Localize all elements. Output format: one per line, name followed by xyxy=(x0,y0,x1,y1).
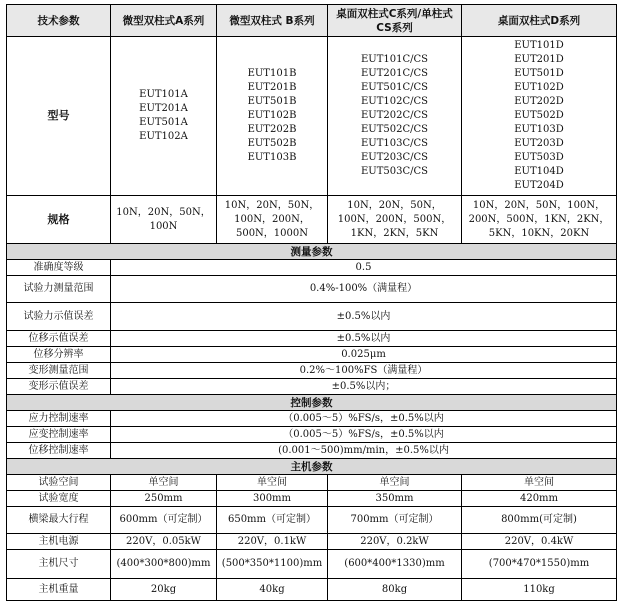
row-value-d: 110kg xyxy=(462,579,617,601)
header-series-b: 微型双柱式 B系列 xyxy=(217,5,328,37)
model-list-d xyxy=(462,37,617,196)
table-row xyxy=(7,331,617,347)
model-item: EUT103B xyxy=(247,152,297,163)
table-row xyxy=(7,347,617,363)
row-value-d: 220V，0.4kW xyxy=(462,534,617,550)
row-value: 0.4%-100%（满量程） xyxy=(111,276,617,303)
model-list-b xyxy=(217,37,328,196)
table-row xyxy=(7,411,617,427)
row-value: (0.001～500)mm/min，±0.5%以内 xyxy=(111,443,617,459)
table-row xyxy=(7,534,617,550)
row-label: 试验力测量范围 xyxy=(7,276,111,303)
table-row xyxy=(7,491,617,507)
model-item: EUT103C/CS xyxy=(360,138,428,149)
row-label: 应力控制速率 xyxy=(7,411,111,427)
table-row xyxy=(7,550,617,579)
row-value: （0.005～5）%FS/s，±0.5%以内 xyxy=(111,427,617,443)
model-item: EUT102D xyxy=(514,82,564,93)
section-host-title: 主机参数 xyxy=(7,459,617,475)
model-item: EUT202D xyxy=(514,96,564,107)
model-item: EUT503C/CS xyxy=(360,166,428,177)
model-item: EUT201C/CS xyxy=(360,68,428,79)
table-row xyxy=(7,443,617,459)
model-item: EUT202C/CS xyxy=(360,110,428,121)
row-value-b: 220V，0.1kW xyxy=(217,534,328,550)
model-item: EUT502D xyxy=(514,110,564,121)
model-item: EUT102C/CS xyxy=(360,96,428,107)
row-value-b: 650mm（可定制） xyxy=(217,507,328,534)
row-label: 试验力示值误差 xyxy=(7,303,111,331)
row-value: ±0.5%以内 xyxy=(111,331,617,347)
row-value-d: 420mm xyxy=(462,491,617,507)
row-value: ±0.5%以内 xyxy=(111,303,617,331)
row-label: 变形示值误差 xyxy=(7,379,111,395)
row-value-a: 250mm xyxy=(111,491,217,507)
row-label: 主机重量 xyxy=(7,579,111,601)
model-item: EUT101B xyxy=(247,68,297,79)
spec-b: 10N，20N，50N，100N，200N，500N，1000N xyxy=(217,196,328,244)
row-label: 变形测量范围 xyxy=(7,363,111,379)
table-row xyxy=(7,276,617,303)
row-value-d: 单空间 xyxy=(462,475,617,491)
row-value-d: 800mm(可定制) xyxy=(462,507,617,534)
row-label: 位移分辨率 xyxy=(7,347,111,363)
model-item: EUT201D xyxy=(514,54,564,65)
row-value-a: 单空间 xyxy=(111,475,217,491)
row-value-b: 单空间 xyxy=(217,475,328,491)
model-item: EUT203C/CS xyxy=(360,152,428,163)
section-measure xyxy=(7,244,617,260)
row-value-c: 单空间 xyxy=(328,475,462,491)
model-item: EUT502B xyxy=(247,138,297,149)
model-item: EUT102A xyxy=(139,131,188,142)
spec-table xyxy=(6,4,617,601)
table-row xyxy=(7,363,617,379)
table-row xyxy=(7,475,617,491)
row-label: 横梁最大行程 xyxy=(7,507,111,534)
spec-row xyxy=(7,196,617,244)
row-value-b: (500*350*1100)mm xyxy=(217,550,328,579)
model-label: 型号 xyxy=(7,37,111,196)
row-value-a: 600mm（可定制） xyxy=(111,507,217,534)
spec-c: 10N，20N，50N，100N，200N，500N，1KN，2KN，5KN xyxy=(328,196,462,244)
model-item: EUT101C/CS xyxy=(360,54,428,65)
row-label: 准确度等级 xyxy=(7,260,111,276)
row-label: 位移控制速率 xyxy=(7,443,111,459)
row-value: 0.5 xyxy=(111,260,617,276)
row-value-a: 20kg xyxy=(111,579,217,601)
model-item: EUT104D xyxy=(514,166,564,177)
model-item: EUT204D xyxy=(514,180,564,191)
row-value-c: 220V，0.2kW xyxy=(328,534,462,550)
table-row xyxy=(7,507,617,534)
row-value: 0.025μm xyxy=(111,347,617,363)
row-value-c: (600*400*1330)mm xyxy=(328,550,462,579)
model-list-a xyxy=(111,37,217,196)
row-value-b: 300mm xyxy=(217,491,328,507)
model-item: EUT101A xyxy=(139,89,188,100)
row-label: 主机尺寸 xyxy=(7,550,111,579)
model-list-c xyxy=(328,37,462,196)
header-series-a: 微型双柱式A系列 xyxy=(111,5,217,37)
section-measure-title: 测量参数 xyxy=(7,244,617,260)
row-value: （0.005～5）%FS/s，±0.5%以内 xyxy=(111,411,617,427)
model-item: EUT201B xyxy=(247,82,297,93)
model-item: EUT203D xyxy=(514,138,564,149)
model-item: EUT102B xyxy=(247,110,297,121)
model-item: EUT501B xyxy=(247,96,297,107)
row-value: 0.2%～100%FS（满量程） xyxy=(111,363,617,379)
table-row xyxy=(7,579,617,601)
model-item: EUT201A xyxy=(139,103,188,114)
row-value-c: 80kg xyxy=(328,579,462,601)
row-value-d: (700*470*1550)mm xyxy=(462,550,617,579)
row-value: ±0.5%以内； xyxy=(111,379,617,395)
spec-a: 10N，20N，50N，100N xyxy=(111,196,217,244)
section-control xyxy=(7,395,617,411)
row-value-b: 40kg xyxy=(217,579,328,601)
row-label: 试验宽度 xyxy=(7,491,111,507)
row-value-c: 350mm xyxy=(328,491,462,507)
header-row xyxy=(7,5,617,37)
model-item: EUT503D xyxy=(514,152,564,163)
table-row xyxy=(7,260,617,276)
spec-label: 规格 xyxy=(7,196,111,244)
model-item: EUT502C/CS xyxy=(360,124,428,135)
section-control-title: 控制参数 xyxy=(7,395,617,411)
section-host xyxy=(7,459,617,475)
row-value-a: (400*300*800)mm xyxy=(111,550,217,579)
spec-d: 10N，20N，50N，100N，200N，500N，1KN，2KN，5KN，10KN，20KN xyxy=(462,196,617,244)
header-tech-params: 技术参数 xyxy=(7,5,111,37)
row-label: 主机电源 xyxy=(7,534,111,550)
model-item: EUT103D xyxy=(514,124,564,135)
model-item: EUT501D xyxy=(514,68,564,79)
row-label: 试验空间 xyxy=(7,475,111,491)
model-item: EUT501A xyxy=(139,117,188,128)
model-item: EUT202B xyxy=(247,124,297,135)
table-row xyxy=(7,427,617,443)
model-item: EUT101D xyxy=(514,40,564,51)
header-series-d: 桌面双柱式D系列 xyxy=(462,5,617,37)
row-label: 应变控制速率 xyxy=(7,427,111,443)
model-row xyxy=(7,37,617,196)
table-row xyxy=(7,379,617,395)
table-row xyxy=(7,303,617,331)
model-item: EUT501C/CS xyxy=(360,82,428,93)
header-series-c: 桌面双柱式C系列/单柱式CS系列 xyxy=(328,5,462,37)
row-value-c: 700mm（可定制） xyxy=(328,507,462,534)
row-value-a: 220V，0.05kW xyxy=(111,534,217,550)
row-label: 位移示值误差 xyxy=(7,331,111,347)
